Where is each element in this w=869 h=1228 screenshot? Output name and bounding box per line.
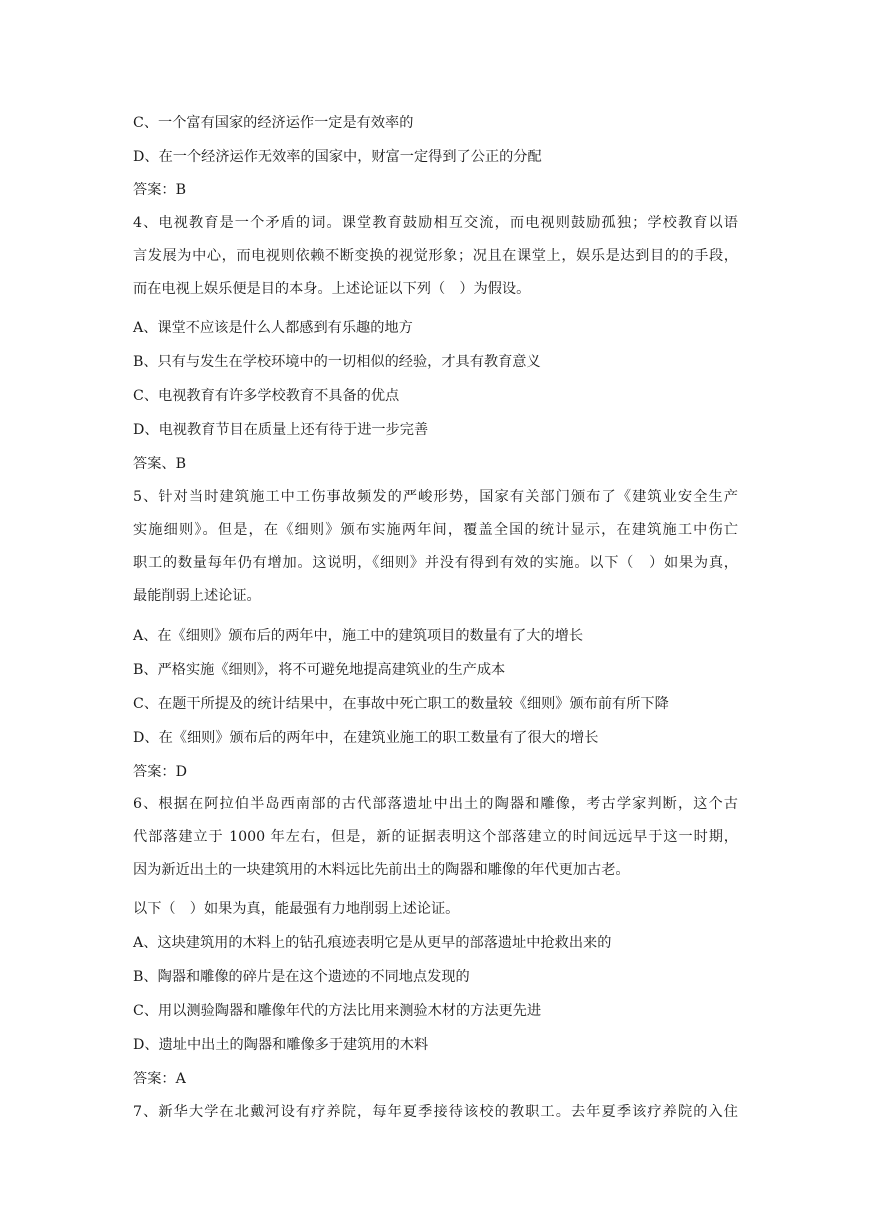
question-4-option-b: B、只有与发生在学校环境中的一切相似的经验，才具有教育意义 [133, 354, 541, 370]
question-4-line-3: 而在电视上娱乐便是目的本身。上述论证以下列（ ）为假设。 [133, 281, 531, 297]
question-4-line-2: 言发展为中心，而电视则依赖不断变换的视觉形象；况且在课堂上，娱乐是达到目的的手段， [133, 248, 738, 264]
question-7-line-1: 7、新华大学在北戴河设有疗养院，每年夏季接待该校的教职工。去年夏季该疗养院的入住 [133, 1104, 738, 1120]
question-6-answer: 答案：A [133, 1071, 186, 1087]
question-5-line-1: 5、针对当时建筑施工中工伤事故频发的严峻形势，国家有关部门颁布了《建筑业安全生产 [133, 489, 738, 505]
question-4-stem [133, 207, 738, 306]
question-6-option-a: A、这块建筑用的木料上的钻孔痕迹表明它是从更早的部落遗址中抢救出来的 [133, 935, 612, 951]
question-6-option-c: C、用以测验陶器和雕像年代的方法比用来测验木材的方法更先进 [133, 1003, 542, 1019]
question-6-line-2: 代部落建立于 1000 年左右，但是，新的证据表明这个部落建立的时间远远早于这一时期， [133, 829, 738, 845]
question-5-line-4: 最能削弱上述论证。 [133, 588, 261, 604]
question-6-prompt: 以下（ ）如果为真，能最强有力地削弱上述论证。 [133, 901, 460, 917]
option-d-line: D、在一个经济运作无效率的国家中，财富一定得到了公正的分配 [133, 149, 542, 165]
question-6-line-1: 6、根据在阿拉伯半岛西南部的古代部落遗址中出土的陶器和雕像，考古学家判断，这个古 [133, 796, 738, 812]
question-4-answer: 答案、B [133, 456, 186, 472]
question-4-option-d: D、电视教育节目在质量上还有待于进一步完善 [133, 422, 429, 438]
question-5-option-b: B、严格实施《细则》，将不可避免地提高建筑业的生产成本 [133, 662, 506, 678]
question-5-option-a: A、在《细则》颁布后的两年中，施工中的建筑项目的数量有了大的增长 [133, 628, 584, 644]
question-5-line-3: 职工的数量每年仍有增加。这说明，《细则》并没有得到有效的实施。以下（ ）如果为真， [133, 555, 738, 571]
question-6-option-b: B、陶器和雕像的碎片是在这个遗迹的不同地点发现的 [133, 969, 470, 985]
question-7-stem [133, 1096, 738, 1129]
question-6-line-3: 因为新近出土的一块建筑用的木料远比先前出土的陶器和雕像的年代更加古老。 [133, 862, 630, 878]
question-5-line-2: 实施细则》。但是，在《细则》颁布实施两年间，覆盖全国的统计显示，在建筑施工中伤亡 [133, 522, 738, 538]
question-6-option-d: D、遗址中出土的陶器和雕像多于建筑用的木料 [133, 1037, 429, 1053]
answer-line: 答案：B [133, 182, 186, 198]
question-5-option-c: C、在题干所提及的统计结果中，在事故中死亡职工的数量较《细则》颁布前有所下降 [133, 696, 669, 712]
question-5-stem [133, 481, 738, 613]
question-4-line-1: 4、电视教育是一个矛盾的词。课堂教育鼓励相互交流，而电视则鼓励孤独；学校教育以语 [133, 215, 738, 231]
question-6-stem [133, 788, 738, 887]
question-5-answer: 答案：D [133, 764, 187, 780]
question-5-option-d: D、在《细则》颁布后的两年中，在建筑业施工的职工数量有了很大的增长 [133, 730, 599, 746]
question-4-option-a: A、课堂不应该是什么人都感到有乐趣的地方 [133, 320, 413, 336]
question-4-option-c: C、电视教育有许多学校教育不具备的优点 [133, 388, 400, 404]
option-c-line: C、一个富有国家的经济运作一定是有效率的 [133, 115, 414, 131]
